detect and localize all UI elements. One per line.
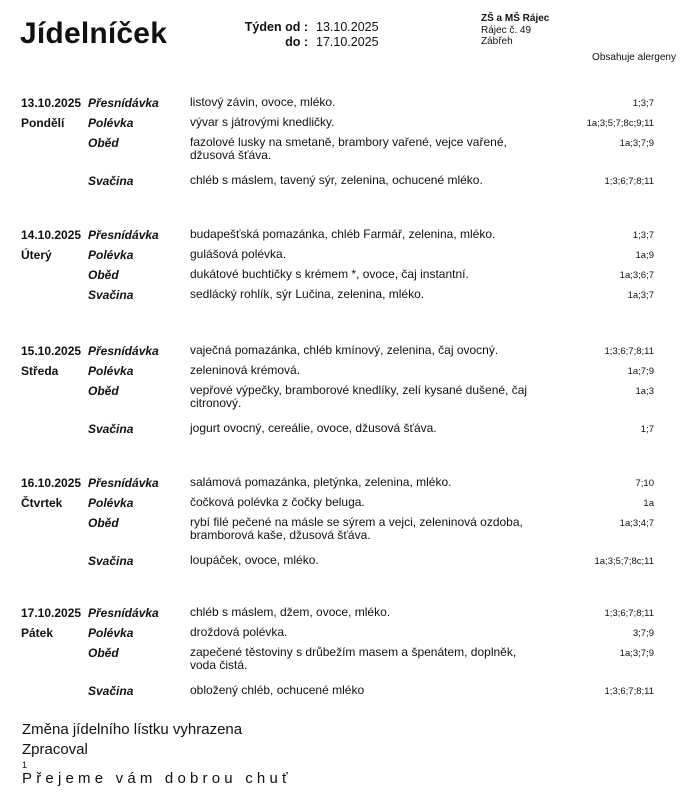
meal-row — [0, 606, 696, 626]
week-to-date: 17.10.2025 — [316, 35, 379, 49]
footer-wish: Přejeme vám dobrou chuť — [22, 770, 292, 787]
meal-name: Svačina — [88, 554, 134, 568]
meal-row — [0, 344, 696, 364]
meal-allergens: 1;3;6;7;8;11 — [604, 686, 654, 697]
page-title: Jídelníček — [20, 17, 168, 50]
meal-allergens: 7;10 — [635, 478, 654, 489]
meal-name: Svačina — [88, 684, 134, 698]
meal-row — [0, 516, 696, 554]
meal-description: vepřové výpečky, bramborové knedlíky, zelí kysané dušené, čaj citronový. — [190, 383, 528, 410]
meal-name: Polévka — [88, 248, 134, 262]
day-block — [0, 344, 696, 442]
meal-name: Polévka — [88, 364, 134, 378]
day-weekday: Úterý — [21, 248, 52, 262]
meal-allergens: 1a;7;9 — [627, 366, 654, 377]
meal-allergens: 1a;3;6;7 — [619, 270, 654, 281]
meal-allergens: 1;3;7 — [632, 98, 654, 109]
meal-row — [0, 476, 696, 496]
meal-allergens: 1;3;6;7;8;11 — [604, 176, 654, 187]
meal-description: fazolové lusky na smetaně, brambory vařené, vejce vařené, džusová šťáva. — [190, 135, 507, 162]
day-weekday: Středa — [21, 364, 59, 378]
footer-prepared-by: Zpracoval — [22, 741, 88, 758]
meal-row — [0, 626, 696, 646]
day-block — [0, 228, 696, 308]
day-date: 17.10.2025 — [21, 606, 82, 620]
meal-allergens: 1a;3 — [635, 386, 654, 397]
meal-name: Oběd — [88, 268, 119, 282]
meal-description: vaječná pomazánka, chléb kmínový, zelenina, čaj ovocný. — [190, 343, 499, 357]
meal-description: zeleninová krémová. — [190, 363, 301, 377]
meal-allergens: 3;7;9 — [632, 628, 654, 639]
meal-allergens: 1;7 — [640, 424, 654, 435]
week-to-label: do : — [285, 35, 308, 49]
meal-row — [0, 228, 696, 248]
meal-row — [0, 554, 696, 574]
meal-description: obložený chléb, ochucené mléko — [190, 683, 365, 697]
meal-description: dukátové buchtičky s krémem *, ovoce, čaj instantní. — [190, 267, 469, 281]
meal-name: Svačina — [88, 174, 134, 188]
meal-description: zapečené těstoviny s drůbežím masem a špenátem, doplněk, voda čistá. — [190, 645, 517, 672]
week-from-date: 13.10.2025 — [316, 20, 379, 34]
day-date: 14.10.2025 — [21, 228, 82, 242]
week-from-label: Týden od : — [244, 20, 308, 34]
meal-row — [0, 136, 696, 174]
meal-name: Oběd — [88, 646, 119, 660]
allergen-column-label: Obsahuje alergeny — [592, 52, 676, 63]
week-range — [220, 20, 420, 50]
meal-description: gulášová polévka. — [190, 247, 287, 261]
meal-description: listový závin, ovoce, mléko. — [190, 95, 336, 109]
meal-row — [0, 364, 696, 384]
meal-name: Přesnídávka — [88, 96, 159, 110]
meal-description: sedlácký rohlík, sýr Lučina, zelenina, mléko. — [190, 287, 425, 301]
meal-row — [0, 384, 696, 422]
day-weekday: Pondělí — [21, 116, 65, 130]
footer — [22, 720, 292, 788]
meal-name: Přesnídávka — [88, 228, 159, 242]
meal-row — [0, 116, 696, 136]
day-block — [0, 96, 696, 194]
day-weekday: Čtvrtek — [21, 496, 63, 510]
school-address: Rájec č. 49 — [481, 24, 532, 36]
school-name: ZŠ a MŠ Rájec — [481, 13, 550, 24]
page-number: 1 — [22, 760, 28, 770]
day-block — [0, 606, 696, 704]
meal-name: Polévka — [88, 496, 134, 510]
meal-name: Přesnídávka — [88, 606, 159, 620]
school-info — [481, 13, 549, 48]
footer-note: Změna jídelního lístku vyhrazena — [22, 721, 243, 738]
meal-row — [0, 646, 696, 684]
meal-name: Polévka — [88, 626, 134, 640]
meal-description: budapešťská pomazánka, chléb Farmář, zelenina, mléko. — [190, 227, 496, 241]
meal-allergens: 1a;3;7;9 — [619, 138, 654, 149]
meal-description: chléb s máslem, džem, ovoce, mléko. — [190, 605, 391, 619]
meal-allergens: 1;3;7 — [632, 230, 654, 241]
school-city: Zábřeh — [481, 36, 513, 47]
meal-name: Přesnídávka — [88, 476, 159, 490]
meal-row — [0, 174, 696, 194]
meal-name: Polévka — [88, 116, 134, 130]
meal-description: chléb s máslem, tavený sýr, zelenina, ochucené mléko. — [190, 173, 483, 187]
meal-allergens: 1a;3;4;7 — [619, 518, 654, 529]
meal-name: Oběd — [88, 384, 119, 398]
meal-row — [0, 268, 696, 288]
meal-description: rybí filé pečené na másle se sýrem a vejci, zeleninová ozdoba, bramborová kaše, džusová šťáva. — [190, 515, 523, 542]
meal-row — [0, 288, 696, 308]
meal-description: loupáček, ovoce, mléko. — [190, 553, 319, 567]
meal-row — [0, 248, 696, 268]
meal-allergens: 1a;3;5;7;8c;9;11 — [586, 118, 654, 129]
meal-description: jogurt ovocný, cereálie, ovoce, džusová šťáva. — [190, 421, 437, 435]
meal-allergens: 1a;3;7 — [627, 290, 654, 301]
meal-allergens: 1a — [643, 498, 654, 509]
meal-allergens: 1a;9 — [635, 250, 654, 261]
meal-name: Oběd — [88, 136, 119, 150]
meal-description: vývar s játrovými knedličky. — [190, 115, 335, 129]
meal-description: čočková polévka z čočky beluga. — [190, 495, 365, 509]
meal-row — [0, 96, 696, 116]
meal-allergens: 1a;3;5;7;8c;11 — [594, 556, 654, 567]
meal-allergens: 1a;3;7;9 — [619, 648, 654, 659]
day-date: 13.10.2025 — [21, 96, 82, 110]
meal-description: salámová pomazánka, pletýnka, zelenina, mléko. — [190, 475, 452, 489]
day-date: 15.10.2025 — [21, 344, 82, 358]
meal-name: Svačina — [88, 288, 134, 302]
meal-name: Přesnídávka — [88, 344, 159, 358]
day-block — [0, 476, 696, 574]
meal-allergens: 1;3;6;7;8;11 — [604, 608, 654, 619]
meal-description: droždová polévka. — [190, 625, 288, 639]
day-date: 16.10.2025 — [21, 476, 82, 490]
meal-allergens: 1;3;6;7;8;11 — [604, 346, 654, 357]
meal-row — [0, 422, 696, 442]
meal-name: Oběd — [88, 516, 119, 530]
meal-row — [0, 496, 696, 516]
meal-row — [0, 684, 696, 704]
meal-name: Svačina — [88, 422, 134, 436]
day-weekday: Pátek — [21, 626, 54, 640]
